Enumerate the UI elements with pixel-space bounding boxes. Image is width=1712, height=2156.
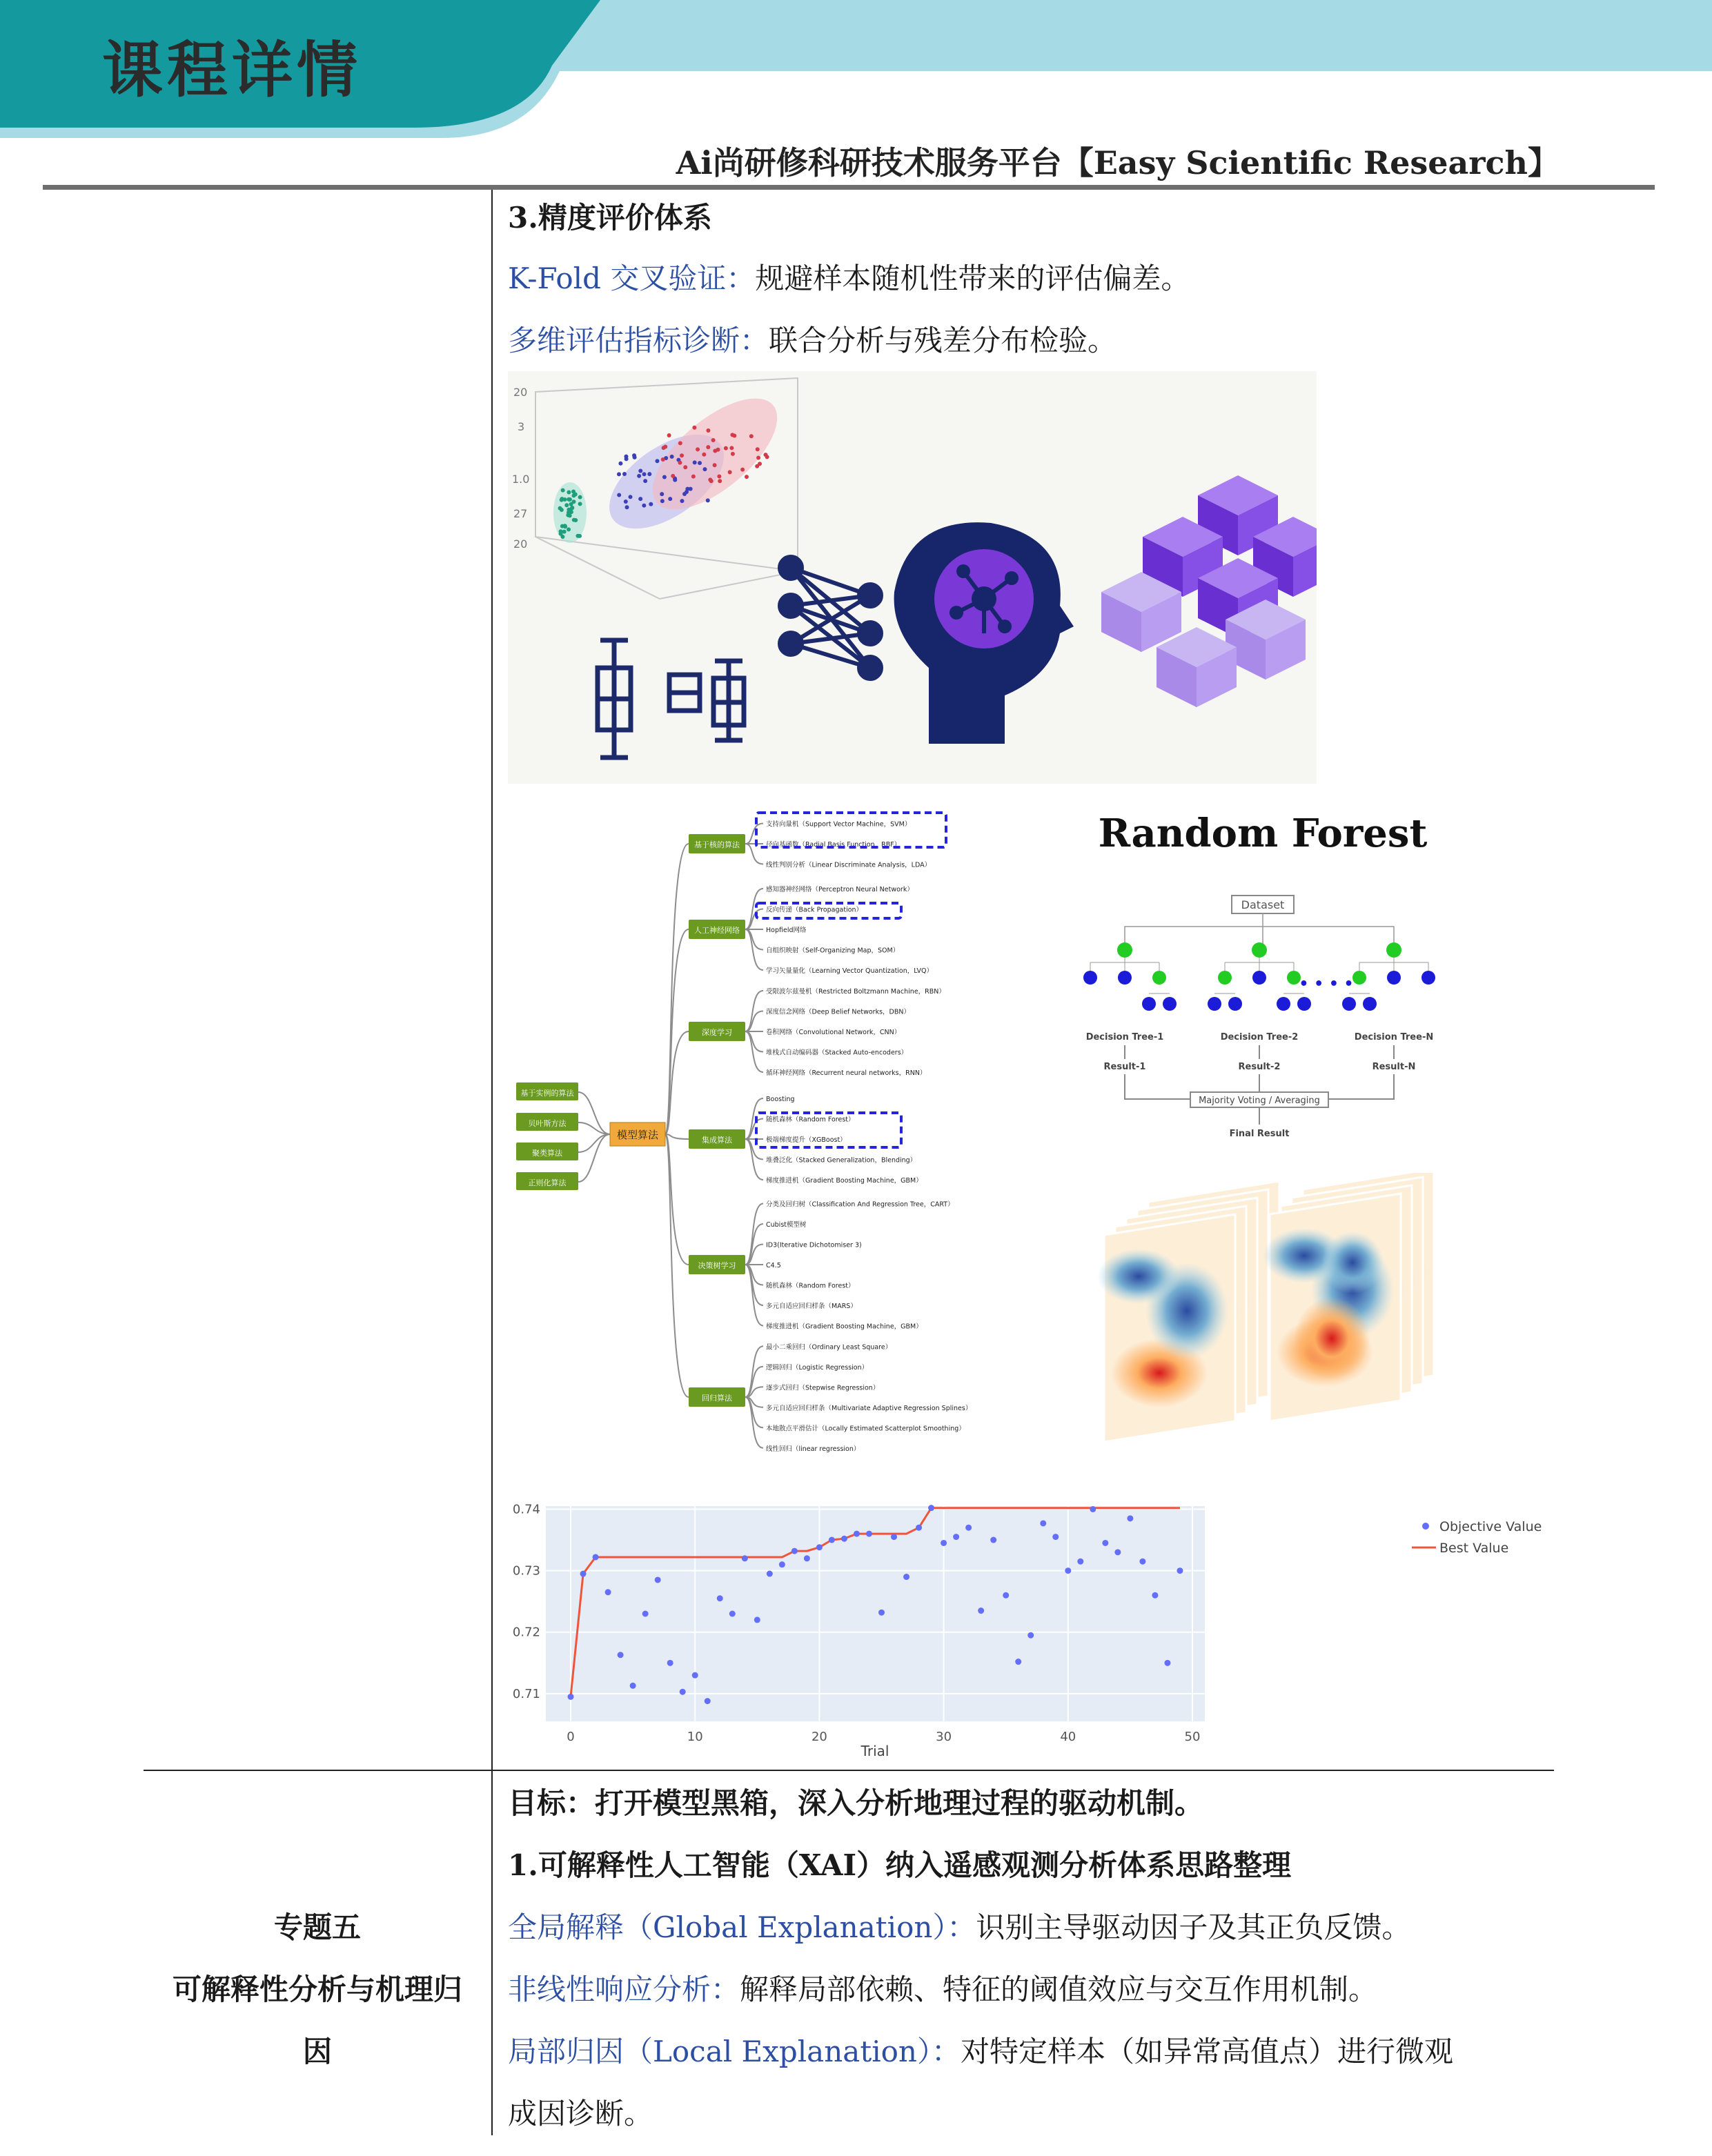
legend-objective: Objective Value xyxy=(1439,1519,1542,1534)
local-explanation-cont: 成因诊断。 xyxy=(508,2097,653,2130)
section-heading: 3.精度评价体系 xyxy=(508,201,712,235)
collage-scatter-dot xyxy=(713,449,717,453)
rf-node xyxy=(1218,971,1232,985)
objective-point xyxy=(667,1660,673,1666)
rf-root-node xyxy=(1252,942,1267,958)
kfold-label: K-Fold 交叉验证： xyxy=(508,261,756,295)
objective-point xyxy=(903,1574,909,1580)
rf-leaf xyxy=(1163,997,1177,1011)
objective-point xyxy=(829,1537,835,1543)
mind-map-group-label: 基于核的算法 xyxy=(694,840,740,849)
collage-scatter-dot xyxy=(755,464,759,468)
objective-point xyxy=(1040,1520,1046,1526)
scatter-tick-5: 20 xyxy=(513,537,528,551)
objective-point xyxy=(692,1672,698,1679)
mind-map-groups xyxy=(689,813,972,1453)
multi-metric-text: 联合分析与残差分布检验。 xyxy=(769,324,1117,357)
objective-point xyxy=(990,1537,996,1543)
rf-root-node xyxy=(1386,942,1401,958)
objective-point xyxy=(878,1610,885,1616)
rf-result-2: Result-2 xyxy=(1238,1062,1281,1072)
chart-xlabel: Trial xyxy=(860,1743,889,1759)
objective-point xyxy=(767,1571,773,1577)
collage-scatter-dot xyxy=(642,504,646,508)
rf-voting: Majority Voting / Averaging xyxy=(1199,1096,1320,1106)
collage-scatter-dot xyxy=(696,447,700,451)
topic-title-line1: 可解释性分析与机理归 xyxy=(172,1972,462,2006)
local-explanation-text: 对特定样本（如异常高值点）进行微观 xyxy=(960,2035,1453,2068)
mind-map-item: 随机森林（Random Forest） xyxy=(766,1282,855,1290)
objective-point xyxy=(618,1652,624,1658)
rf-leaf xyxy=(1208,997,1221,1011)
objective-point xyxy=(1139,1559,1145,1565)
heatmap-slices xyxy=(1097,1173,1434,1442)
global-explanation-line xyxy=(508,1908,1410,1947)
rf-dataset: Dataset xyxy=(1241,898,1285,911)
optimization-history-chart xyxy=(508,1494,1543,1763)
header-rule xyxy=(43,185,1655,190)
collage-scatter-dot xyxy=(625,505,629,509)
collage-scatter-dot xyxy=(756,455,760,459)
mind-map-item: 逻辑回归（Logistic Regression） xyxy=(766,1363,869,1372)
rf-tree-1: Decision Tree-1 xyxy=(1085,1032,1164,1042)
collage-scatter-dot xyxy=(567,490,571,494)
collage-scatter-dot xyxy=(662,446,666,450)
collage-scatter-dot xyxy=(638,497,642,501)
collage-scatter-dot xyxy=(711,438,716,442)
mind-map-item: 学习矢量量化（Learning Vector Quantization，LVQ） xyxy=(766,967,933,975)
mind-map-item: C4.5 xyxy=(766,1262,781,1269)
platform-name: Ai尚研修科研技术服务平台【Easy Scientific Research】 xyxy=(676,144,1560,181)
y-tick-label: 0.74 xyxy=(512,1502,540,1517)
collage-scatter-dot xyxy=(732,433,736,437)
collage-scatter-dot xyxy=(713,463,717,467)
objective-point xyxy=(717,1595,723,1601)
random-forest-diagram xyxy=(1056,804,1470,1149)
scatter-tick-1: 20 xyxy=(513,386,528,399)
collage-scatter-dot xyxy=(706,445,710,449)
objective-point xyxy=(1052,1534,1059,1540)
collage-scatter-dot xyxy=(618,462,622,466)
collage-scatter-dot xyxy=(709,479,714,483)
rf-node xyxy=(1083,971,1097,985)
collage-scatter-dot xyxy=(706,428,710,433)
collage-scatter-dot xyxy=(728,470,732,474)
objective-point xyxy=(680,1689,686,1695)
kfold-line xyxy=(508,259,1190,298)
mind-map-group-label: 集成算法 xyxy=(702,1136,732,1145)
objective-point xyxy=(630,1683,636,1689)
mind-map-item: 循环神经网络（Recurrent neural networks，RNN） xyxy=(766,1069,927,1077)
x-tick-label: 50 xyxy=(1184,1730,1201,1744)
collage-scatter-dot xyxy=(559,532,563,536)
collage-scatter-dot xyxy=(655,459,659,463)
mind-map-item: 自组织映射（Self-Organizing Map，SOM） xyxy=(766,947,900,955)
collage-scatter-dot xyxy=(702,467,707,471)
objective-point xyxy=(593,1554,599,1560)
rf-connectors xyxy=(1125,1045,1394,1125)
collage-scatter-dot xyxy=(573,492,578,496)
collage-scatter-dot xyxy=(745,475,749,479)
mind-map-item: 支持向量机（Support Vector Machine，SVM） xyxy=(766,820,912,829)
heatmap-hotspot xyxy=(1294,1297,1370,1380)
collage-scatter-dot xyxy=(558,506,562,511)
collage-scatter-dot xyxy=(661,457,665,462)
collage-scatter-dot xyxy=(575,534,580,538)
objective-point xyxy=(953,1534,959,1540)
objective-point xyxy=(1077,1559,1083,1565)
rf-node xyxy=(1352,971,1366,985)
objective-point xyxy=(655,1576,661,1583)
rf-root-node xyxy=(1117,942,1132,958)
collage-scatter-dot xyxy=(756,447,760,451)
collage-scatter-dot xyxy=(562,530,567,534)
collage-scatter-dot xyxy=(691,475,696,479)
objective-point xyxy=(580,1571,587,1577)
rf-result-n: Result-N xyxy=(1372,1062,1416,1072)
collage-scatter-dot xyxy=(717,474,721,478)
collage-scatter-dot xyxy=(680,453,684,457)
collage-scatter-dot xyxy=(567,497,571,502)
objective-point xyxy=(779,1561,785,1567)
nonlinear-label: 非线性响应分析： xyxy=(508,1972,740,2006)
collage-scatter-dot xyxy=(638,468,642,473)
objective-point xyxy=(605,1589,611,1595)
mind-map-item: 线性判别分析（Linear Discriminate Analysis，LDA） xyxy=(766,861,932,869)
mind-map-item: 随机森林（Random Forest） xyxy=(766,1116,855,1124)
rf-leaf xyxy=(1142,997,1156,1011)
mind-map-item: 堆叠泛化（Stacked Generalization，Blending） xyxy=(766,1156,917,1165)
table-row-divider xyxy=(144,1770,1554,1771)
collage-scatter-dot xyxy=(567,508,571,512)
x-tick-label: 30 xyxy=(936,1730,952,1744)
collage-scatter-dot xyxy=(617,472,621,476)
heatmap-slice xyxy=(1097,1214,1235,1442)
collage-scatter-dot xyxy=(706,498,710,502)
evaluation-collage xyxy=(508,371,1317,784)
rf-node xyxy=(1152,971,1166,985)
collage-scatter-dot xyxy=(698,461,702,465)
collage-scatter-dot xyxy=(649,502,653,506)
mind-map-item: 逐步式回归（Stepwise Regression） xyxy=(766,1384,880,1392)
mind-map-item: 多元自适应回归样条（MARS） xyxy=(766,1303,857,1310)
collage-scatter-dot xyxy=(724,446,728,451)
objective-point xyxy=(941,1540,947,1546)
mind-map-item: Boosting xyxy=(766,1096,795,1103)
collage-scatter-dot xyxy=(624,500,628,504)
collage-scatter-dot xyxy=(685,487,689,491)
mind-map-left-node: 聚类算法 xyxy=(532,1149,562,1158)
local-explanation-line xyxy=(508,2033,1453,2071)
collage-scatter-dot xyxy=(578,495,582,500)
objective-point xyxy=(841,1536,847,1542)
mind-map-item: 感知器神经网络（Perceptron Neural Network） xyxy=(766,886,914,893)
topic-title-line2: 因 xyxy=(302,2035,332,2068)
collage-scatter-dot xyxy=(647,472,651,476)
xai-heading: 1.可解释性人工智能（XAI）纳入遥感观测分析体系思路整理 xyxy=(508,1848,1292,1882)
rf-ellipsis: • • • • xyxy=(1299,976,1354,993)
objective-point xyxy=(642,1611,649,1617)
rf-title: Random Forest xyxy=(1098,811,1428,856)
collage-scatter-dot xyxy=(671,474,675,478)
objective-point xyxy=(1027,1632,1034,1639)
mind-map-item: 分类及回归树（Classification And Regression Tree，CART） xyxy=(766,1200,954,1209)
collage-scatter-dot xyxy=(678,441,682,445)
mind-map-item: 反向传递（Back Propagation） xyxy=(766,906,863,914)
collage-scatter-dot xyxy=(693,460,697,464)
mind-map-item: 多元自适应回归样条（Multivariate Adaptive Regression Splines） xyxy=(766,1404,972,1412)
collage-scatter-dot xyxy=(678,461,682,465)
mind-map-left-node: 基于实例的算法 xyxy=(520,1089,574,1098)
objective-point xyxy=(1152,1592,1158,1599)
mind-map-left-node: 正则化算法 xyxy=(528,1178,567,1187)
collage-scatter-dot xyxy=(567,527,571,531)
nonlinear-text: 解释局部依赖、特征的阈值效应与交互作用机制。 xyxy=(740,1972,1378,2006)
table-column-divider xyxy=(491,190,493,2135)
rf-tree-2: Decision Tree-2 xyxy=(1220,1032,1299,1042)
mind-map-item: 最小二乘回归（Ordinary Least Square） xyxy=(766,1343,892,1352)
mind-map-item: 径向基函数（Radial Basis Function，RBF） xyxy=(766,841,901,849)
mind-map-item: 极端梯度提升（XGBoost） xyxy=(766,1136,847,1144)
rf-tree-n: Decision Tree-N xyxy=(1354,1032,1434,1042)
collage-scatter-dot xyxy=(764,453,768,457)
x-tick-label: 20 xyxy=(811,1730,827,1744)
objective-point xyxy=(1090,1506,1096,1512)
rf-node xyxy=(1387,971,1401,985)
collage-scatter-dot xyxy=(673,478,677,482)
objective-point xyxy=(1114,1549,1121,1555)
mind-map-item: 本地散点平滑估计（Locally Estimated Scatterplot Smoothing） xyxy=(766,1425,965,1433)
mind-map-item: 梯度推进机（Gradient Boosting Machine，GBM） xyxy=(766,1323,923,1331)
objective-point xyxy=(928,1505,934,1511)
objective-point xyxy=(742,1555,748,1561)
objective-point xyxy=(804,1555,810,1561)
collage-scatter-dot xyxy=(622,472,627,476)
global-explanation-label: 全局解释（Global Explanation）： xyxy=(508,1910,976,1944)
algorithm-mind-map xyxy=(508,804,977,1466)
mind-map-item: Cubist模型树 xyxy=(766,1221,807,1229)
collage-scatter-dot xyxy=(569,502,573,506)
scatter-tick-3: 1.0 xyxy=(512,473,530,486)
objective-point xyxy=(1164,1660,1170,1666)
scatter-tick-2: 3 xyxy=(518,420,525,433)
rf-node xyxy=(1118,971,1132,985)
rf-final: Final Result xyxy=(1229,1129,1290,1139)
topic-number: 专题五 xyxy=(273,1910,361,1944)
legend-marker-objective xyxy=(1422,1523,1429,1530)
objective-point xyxy=(1015,1659,1021,1665)
rf-leaf xyxy=(1363,997,1377,1011)
objective-point xyxy=(1127,1515,1133,1521)
goal-text: 目标：打开模型黑箱，深入分析地理过程的驱动机制。 xyxy=(508,1786,1204,1820)
collage-scatter-dot xyxy=(642,472,647,476)
objective-point xyxy=(1102,1540,1108,1546)
collage-scatter-dot xyxy=(629,495,633,499)
objective-point xyxy=(916,1525,922,1531)
mind-map-item: 深度信念网络（Deep Belief Networks，DBN） xyxy=(766,1008,910,1016)
y-tick-label: 0.71 xyxy=(512,1686,540,1701)
local-explanation-label: 局部归因（Local Explanation）： xyxy=(508,2035,961,2068)
x-tick-label: 10 xyxy=(687,1730,703,1744)
rf-node xyxy=(1421,971,1435,985)
global-explanation-text: 识别主导驱动因子及其正负反馈。 xyxy=(976,1910,1411,1944)
rf-result-1: Result-1 xyxy=(1103,1062,1146,1072)
collage-scatter-dot xyxy=(702,453,706,457)
rf-trees xyxy=(1083,913,1435,1011)
mind-map-group-label: 回归算法 xyxy=(702,1394,732,1403)
collage-scatter-dot xyxy=(718,479,722,483)
collage-scatter-dot xyxy=(624,457,629,461)
collage-scatter-dot xyxy=(692,426,696,430)
collage-scatter-dot xyxy=(680,499,684,503)
objective-point xyxy=(854,1531,860,1537)
y-tick-label: 0.73 xyxy=(512,1563,540,1579)
collage-scatter-dot xyxy=(670,455,674,459)
mind-map-group-label: 人工神经网络 xyxy=(694,926,740,935)
mind-map-item: 受限波尔兹曼机（Restricted Boltzmann Machine，RBN） xyxy=(766,988,945,996)
scatter-tick-4: 27 xyxy=(513,507,528,520)
multi-metric-label: 多维评估指标诊断： xyxy=(508,324,769,357)
collage-scatter-dot xyxy=(683,465,687,469)
objective-point xyxy=(568,1694,574,1700)
collage-scatter-dot xyxy=(632,453,636,457)
page-title: 课程详情 xyxy=(102,34,362,106)
rf-node xyxy=(1252,971,1266,985)
legend-best: Best Value xyxy=(1439,1541,1509,1556)
mind-map-left-nodes xyxy=(516,1082,578,1190)
collage-scatter-dot xyxy=(637,474,641,478)
collage-scatter-dot xyxy=(662,475,667,479)
rf-leaf xyxy=(1297,997,1311,1011)
objective-point xyxy=(978,1608,984,1614)
heatmap-coldspot xyxy=(1321,1232,1384,1294)
objective-point xyxy=(965,1525,972,1531)
objective-point xyxy=(729,1611,736,1617)
mind-map-item: 线性回归（linear regression） xyxy=(766,1445,860,1453)
collage-scatter-dot xyxy=(561,488,565,493)
mind-map-group-label: 决策树学习 xyxy=(698,1261,736,1270)
collage-scatter-dot xyxy=(562,497,567,502)
collage-scatter-dot xyxy=(667,433,671,437)
mind-map-root: 模型算法 xyxy=(616,1129,659,1141)
collage-scatter-dot xyxy=(578,502,582,506)
objective-point xyxy=(1065,1567,1071,1574)
rf-leaf xyxy=(1342,997,1356,1011)
collage-scatter-dot xyxy=(572,518,576,522)
mind-map-item: Hopfield网络 xyxy=(766,927,807,934)
multi-metric-line xyxy=(508,322,1116,360)
collage-scatter-dot xyxy=(563,524,567,528)
collage-scatter-dot xyxy=(564,503,569,507)
objective-point xyxy=(891,1534,897,1540)
objective-point xyxy=(791,1548,798,1554)
collage-scatter-dot xyxy=(729,446,734,450)
nonlinear-line xyxy=(508,1970,1377,2009)
objective-point xyxy=(754,1616,760,1623)
objective-point xyxy=(705,1698,711,1704)
collage-scatter-dot xyxy=(668,497,672,501)
rf-leaf xyxy=(1277,997,1290,1011)
objective-point xyxy=(1177,1567,1183,1574)
collage-scatter-dot xyxy=(740,468,745,472)
mind-map-item: 梯度推进机（Gradient Boosting Machine，GBM） xyxy=(766,1177,923,1185)
mind-map-left-node: 贝叶斯方法 xyxy=(528,1119,567,1128)
heatmap-slices-figure xyxy=(1097,1173,1456,1449)
chart-legend xyxy=(1412,1519,1542,1556)
collage-scatter-dot xyxy=(660,499,665,503)
collage-scatter-dot xyxy=(749,434,754,438)
mind-map-group-label: 深度学习 xyxy=(702,1028,732,1037)
collage-scatter-dot xyxy=(643,479,647,483)
mind-map-item: 堆栈式自动编码器（Stacked Auto-encoders） xyxy=(766,1049,908,1057)
y-tick-label: 0.72 xyxy=(512,1625,540,1640)
collage-scatter-dot xyxy=(617,493,621,497)
collage-scatter-dot xyxy=(660,492,664,496)
mind-map-item: ID3(Iterative Dichotomiser 3) xyxy=(766,1241,862,1249)
objective-point xyxy=(1003,1592,1009,1599)
mind-map-item: 卷积网络（Convolutional Network，CNN） xyxy=(766,1029,901,1036)
kfold-text: 规避样本随机性带来的评估偏差。 xyxy=(755,261,1190,295)
x-tick-label: 0 xyxy=(567,1730,575,1744)
objective-point xyxy=(866,1531,872,1537)
collage-scatter-dot xyxy=(731,452,735,456)
objective-point xyxy=(816,1544,823,1550)
rf-leaf xyxy=(1228,997,1242,1011)
x-tick-label: 40 xyxy=(1060,1730,1076,1744)
